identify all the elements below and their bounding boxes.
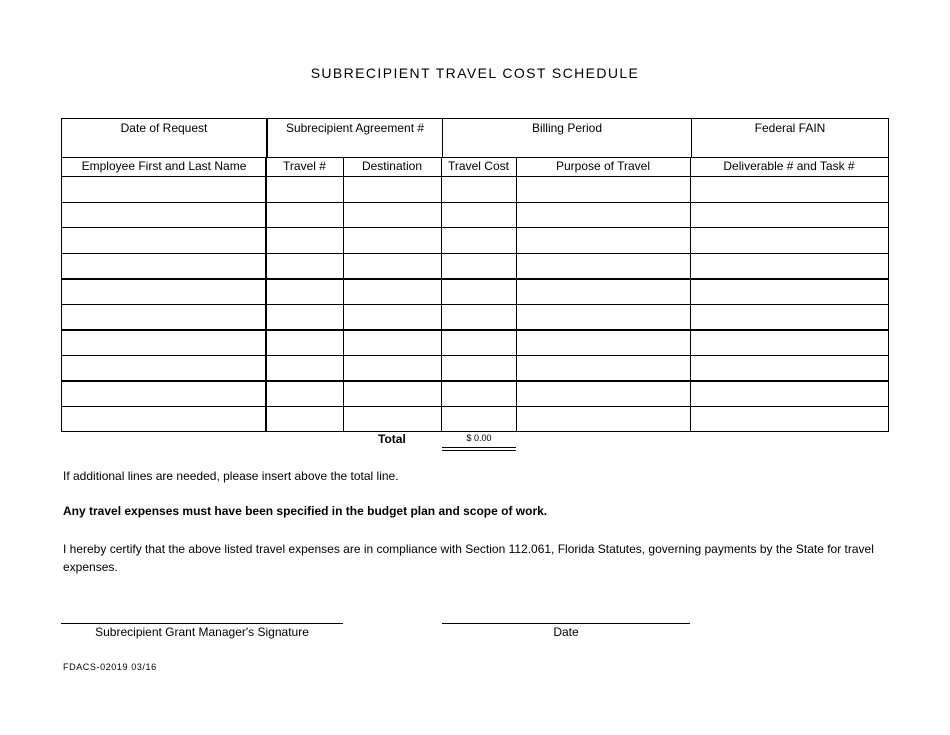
manager-signature-line[interactable] [61, 623, 343, 624]
grid-line-vertical [888, 158, 889, 431]
table-cell[interactable] [517, 177, 690, 201]
total-underline [442, 447, 516, 448]
budget-plan-note: Any travel expenses must have been specified in the budget plan and scope of work. [63, 504, 548, 518]
agreement-number-label: Subrecipient Agreement # [285, 121, 425, 135]
table-cell[interactable] [691, 228, 887, 252]
table-cell[interactable] [517, 407, 690, 431]
table-cell[interactable] [691, 330, 887, 354]
table-cell[interactable] [442, 356, 516, 380]
table-cell[interactable] [62, 228, 266, 252]
grid-line-horizontal [61, 431, 889, 432]
table-cell[interactable] [267, 228, 343, 252]
table-cell[interactable] [267, 254, 343, 278]
table-cell[interactable] [267, 279, 343, 303]
total-label: Total [378, 432, 406, 446]
col-employee-name: Employee First and Last Name [81, 159, 247, 173]
agreement-number-field[interactable] [266, 119, 442, 157]
table-cell[interactable] [691, 356, 887, 380]
table-cell[interactable] [267, 305, 343, 329]
table-cell[interactable] [267, 330, 343, 354]
total-value: $ 0.00 [466, 433, 492, 443]
table-cell[interactable] [267, 203, 343, 227]
table-cell[interactable] [62, 407, 266, 431]
col-travel-number: Travel # [283, 159, 326, 173]
table-cell[interactable] [62, 356, 266, 380]
table-cell[interactable] [62, 203, 266, 227]
table-cell[interactable] [267, 177, 343, 201]
table-cell[interactable] [517, 279, 690, 303]
table-cell[interactable] [442, 254, 516, 278]
col-travel-cost: Travel Cost [448, 159, 509, 173]
table-cell[interactable] [691, 203, 887, 227]
manager-signature-label: Subrecipient Grant Manager's Signature [95, 625, 309, 639]
table-cell[interactable] [442, 305, 516, 329]
table-cell[interactable] [344, 203, 441, 227]
table-cell[interactable] [344, 305, 441, 329]
col-deliverable: Deliverable # and Task # [723, 159, 855, 173]
table-cell[interactable] [344, 279, 441, 303]
table-cell[interactable] [267, 407, 343, 431]
date-signature-line[interactable] [442, 623, 690, 624]
table-cell[interactable] [517, 305, 690, 329]
table-cell[interactable] [691, 305, 887, 329]
table-cell[interactable] [344, 330, 441, 354]
federal-fain-label: Federal FAIN [754, 121, 826, 135]
header-fields-row [61, 118, 889, 158]
table-cell[interactable] [62, 279, 266, 303]
table-cell[interactable] [267, 356, 343, 380]
table-cell[interactable] [344, 381, 441, 405]
total-double-underline [442, 450, 516, 451]
table-cell[interactable] [344, 356, 441, 380]
date-of-request-label: Date of Request [120, 121, 208, 135]
table-cell[interactable] [691, 279, 887, 303]
table-cell[interactable] [62, 177, 266, 201]
table-cell[interactable] [62, 305, 266, 329]
form-number: FDACS-02019 03/16 [63, 662, 157, 672]
table-cell[interactable] [442, 279, 516, 303]
federal-fain-field[interactable] [691, 119, 888, 157]
date-signature-label: Date [553, 625, 579, 639]
table-cell[interactable] [517, 381, 690, 405]
table-cell[interactable] [691, 407, 887, 431]
table-cell[interactable] [517, 254, 690, 278]
table-cell[interactable] [267, 381, 343, 405]
table-cell[interactable] [442, 330, 516, 354]
table-cell[interactable] [442, 228, 516, 252]
table-cell[interactable] [344, 254, 441, 278]
table-cell[interactable] [517, 356, 690, 380]
table-cell[interactable] [517, 203, 690, 227]
table-cell[interactable] [442, 407, 516, 431]
table-cell[interactable] [517, 228, 690, 252]
billing-period-field[interactable] [442, 119, 691, 157]
table-cell[interactable] [691, 177, 887, 201]
table-cell[interactable] [62, 330, 266, 354]
date-of-request-field[interactable] [62, 119, 266, 157]
table-cell[interactable] [344, 177, 441, 201]
certification-text: I hereby certify that the above listed travel expenses are in compliance with Section 112.061, Florida Statutes, governing payments by the State for travel expenses. [63, 542, 874, 574]
billing-period-label: Billing Period [531, 121, 603, 135]
table-cell[interactable] [344, 228, 441, 252]
table-cell[interactable] [344, 407, 441, 431]
table-cell[interactable] [62, 254, 266, 278]
table-cell[interactable] [691, 381, 887, 405]
table-cell[interactable] [691, 254, 887, 278]
table-cell[interactable] [442, 177, 516, 201]
table-cell[interactable] [62, 381, 266, 405]
table-cell[interactable] [517, 330, 690, 354]
col-destination: Destination [361, 159, 423, 173]
col-purpose: Purpose of Travel [555, 159, 651, 173]
table-cell[interactable] [442, 381, 516, 405]
additional-lines-note: If additional lines are needed, please insert above the total line. [63, 469, 399, 483]
form-title: SUBRECIPIENT TRAVEL COST SCHEDULE [310, 65, 640, 81]
table-cell[interactable] [442, 203, 516, 227]
